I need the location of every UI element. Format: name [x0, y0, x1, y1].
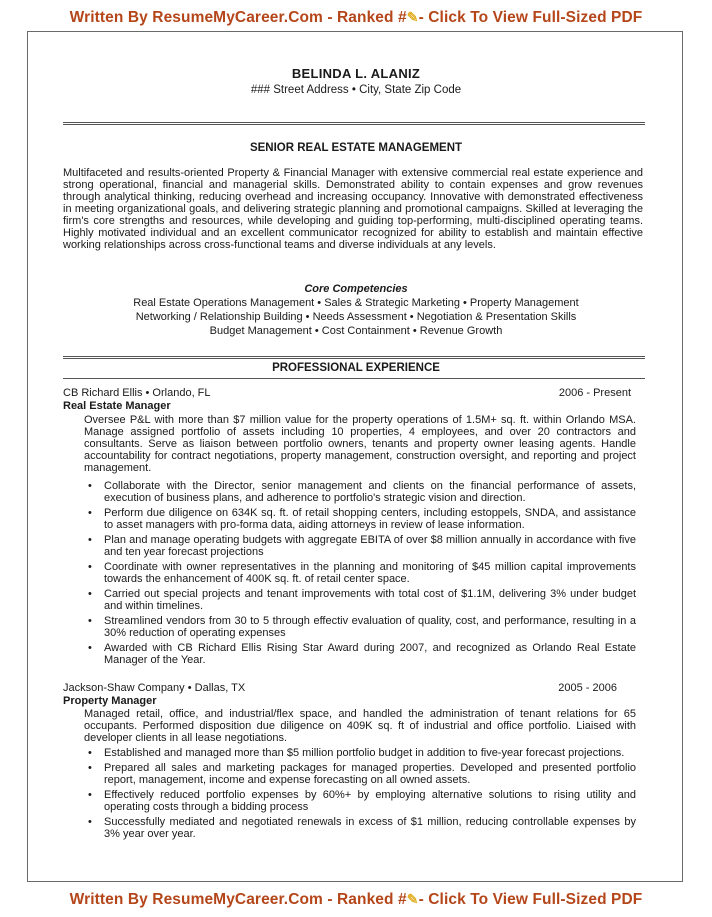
banner-text-start: Written By ResumeMyCareer.Com - Ranked #: [69, 9, 407, 26]
job-title: Property Manager: [63, 695, 157, 707]
experience-underline: [63, 378, 645, 379]
list-item: • Prepared all sales and marketing packages for managed properties. Developed and presented portfolio report, management, income and expense forecasting on all owned assets.: [84, 762, 636, 786]
banner-text-start: Written By ResumeMyCareer.Com - Ranked #: [69, 891, 407, 908]
list-item: • Carried out special projects and tenant improvements with total cost of $1.1M, delivering 3% under budget and within timelines.: [84, 588, 636, 612]
experience-heading: PROFESSIONAL EXPERIENCE: [272, 362, 440, 374]
list-item: • Plan and manage operating budgets with aggregate EBITA of over $8 million annually in accordance with five and ten year forecast projections: [84, 534, 636, 558]
banner-text-end: - Click To View Full-Sized PDF: [418, 891, 643, 908]
list-item: • Coordinate with owner representatives in the planning and monitoring of $45 million capital improvements towards the enhancement of 400K sq. ft. of retail center space.: [84, 561, 636, 585]
list-item: • Collaborate with the Director, senior management and clients on the financial performance of assets, execution of business plans, and adherence to portfolio's strategic vision and direction.: [84, 480, 636, 504]
list-item: • Effectively reduced portfolio expenses by 60%+ by employing alternative solutions to rising utility and operating costs through a bidding process: [84, 789, 636, 813]
pencil-icon: ✎: [406, 891, 419, 907]
header-divider: [63, 122, 645, 125]
job-company-location: Jackson-Shaw Company • Dallas, TX: [63, 682, 246, 694]
job-title: Real Estate Manager: [63, 400, 171, 412]
candidate-address: ### Street Address • City, State Zip Code: [250, 84, 462, 96]
job-company-location: CB Richard Ellis • Orlando, FL: [63, 387, 211, 399]
banner-text-end: - Click To View Full-Sized PDF: [418, 9, 643, 26]
list-item: • Perform due diligence on 634K sq. ft. of retail shopping centers, including estoppels, SNDA, and assistance to asset managers with pro-forma data, aiding attorneys in review of lease information.: [84, 507, 636, 531]
candidate-name: BELINDA L. ALANIZ: [291, 66, 421, 81]
list-item: • Streamlined vendors from 30 to 5 through effectiv evaluation of quality, cost, and performance, resulting in a 30% reduction of operating expenses: [84, 615, 636, 639]
job-summary: Oversee P&L with more than $7 million value for the property operations of 1.5M+ sq. ft. within Orlando MSA. Manage assigned portfolio of assets including 10 properties, 4 employees, and over 20 contractors and consultants. Serve as liaison between portfolio owners, tenants and property owner leasing agents. Handle accountability for contract negotiations, property management, construction oversight, and reporting and project management.: [84, 414, 636, 474]
job-summary: Managed retail, office, and industrial/flex space, and handled the administration of tenant relations for 65 occupants. Performed disposition due diligence on 409K sq. ft of industrial and office portfolio. Liaised with developer clients in all lease negotiations.: [84, 708, 636, 744]
core-competencies-title: Core Competencies: [304, 283, 408, 295]
summary-paragraph: Multifaceted and results-oriented Property & Financial Manager with extensive commercial real estate experience and strong operational, financial and managerial skills. Demonstrated ability to contain expenses and grow revenues through analytical thinking, reducing overhead and increasing occupancy. Innovative with demonstrated effectiveness in meeting organizational goals, and delivering strategic planning and promotional campaigns. Skilled at leveraging the firm's core strengths and resources, while developing and guiding top-performing, multi-disciplined operating teams. Highly motivated individual and an excellent communicator recognized for ability to establish and maintain effective working relationships across cross-functional teams and diverse individuals at any levels.: [63, 167, 643, 251]
core-competencies-line: Budget Management • Cost Containment • Revenue Growth: [209, 325, 503, 337]
core-competencies-line: Networking / Relationship Building • Needs Assessment • Negotiation & Presentation Skills: [135, 311, 577, 323]
pencil-icon: ✎: [406, 9, 419, 25]
core-competencies-line: Real Estate Operations Management • Sales & Strategic Marketing • Property Management: [133, 297, 579, 309]
list-item: • Established and managed more than $5 million portfolio budget in addition to five-year forecast projections.: [84, 747, 636, 759]
job-dates: 2006 - Present: [558, 387, 631, 399]
job-achievements-list: [84, 747, 636, 843]
bottom-banner-link[interactable]: [0, 891, 712, 909]
list-item: • Awarded with CB Richard Ellis Rising Star Award during 2007, and recognized as Orlando Real Estate Manager of the Year.: [84, 642, 636, 666]
list-item: • Successfully mediated and negotiated renewals in excess of $1 million, reducing controllable expenses by 3% year over year.: [84, 816, 636, 840]
job-dates: 2005 - 2006: [558, 682, 617, 694]
resume-title: SENIOR REAL ESTATE MANAGEMENT: [249, 142, 463, 154]
experience-divider: [63, 356, 645, 359]
top-banner-link[interactable]: [0, 9, 712, 27]
job-achievements-list: [84, 480, 636, 669]
